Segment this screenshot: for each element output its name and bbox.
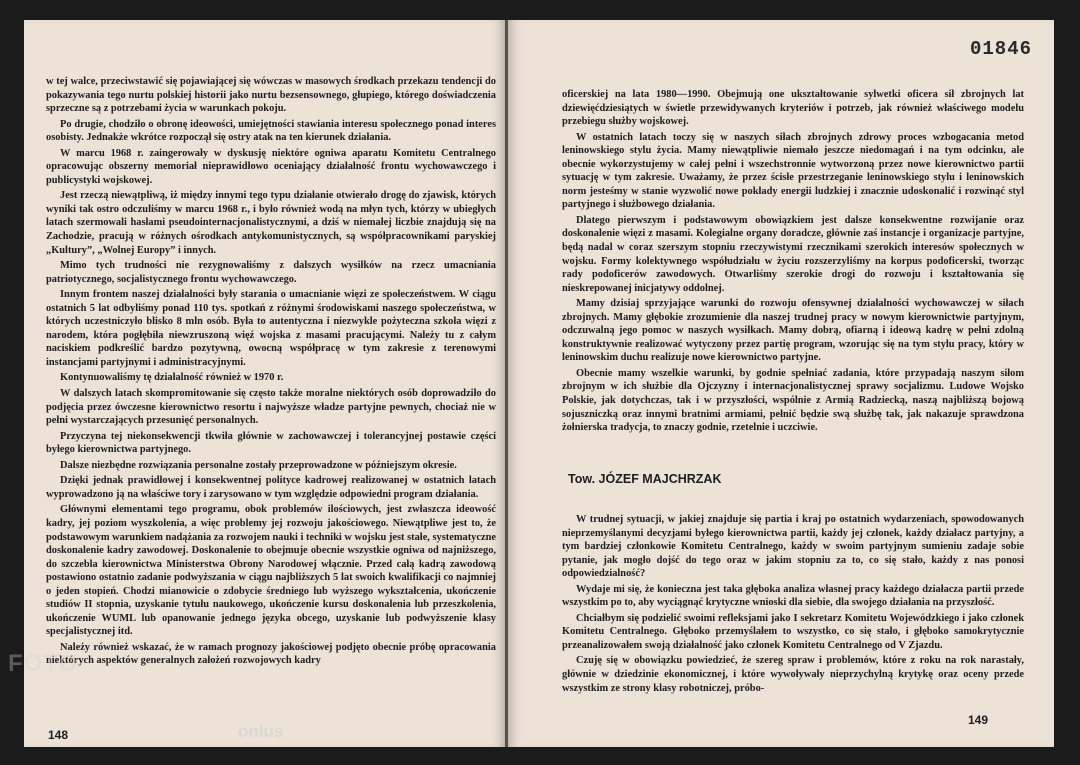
page-number-left: 148 <box>48 728 69 742</box>
paragraph: Czuję się w obowiązku powiedzieć, że szereg spraw i problemów, które z roku na rok narastały, głównie w dziedzinie ekonomicznej, i które wywoływały nieprzychylną krytykę oraz oceny przede wszystkim ze strony klasy robotniczej, próbo- <box>562 655 1024 694</box>
paragraph: Dzięki jednak prawidłowej i konsekwentnej polityce kadrowej realizowanej w ostatnich latach wyprowadzono ją na właściwe tory i zarysowano w tym względzie odpowiedni program działania. <box>46 475 496 500</box>
paragraph: w tej walce, przeciwstawić się pojawiającej się wówczas w masowych środkach przekazu tendencji do pokazywania tego nurtu polskiej historii jako nurtu bezsensownego, głupiego, którego doświadczenia sprzeczne są z potrzebami życia w warunkach pokoju. <box>46 76 496 115</box>
paragraph: Mamy dzisiaj sprzyjające warunki do rozwoju ofensywnej działalności wychowawczej w siłach zbrojnych. Mamy głębokie zrozumienie dla naszej trudnej pracy w nowym kierownictwie partyjnym, odczuwalną jego pomoc w naszych wysiłkach. Mamy dobrą, ofiarną i ideową kadrę w pełni zdolną konstruktywnie realizować wytyczony przez partię program, wzorując się na tym stylu pracy, który w leninowskim duchu realizuje nowe kierownictwo partyjne. <box>562 298 1024 364</box>
right-page-body-top <box>562 88 1024 437</box>
paragraph: Dalsze niezbędne rozwiązania personalne zostały przeprowadzone w późniejszym okresie. <box>60 459 457 471</box>
right-page <box>508 20 1054 747</box>
paragraph: W trudnej sytuacji, w jakiej znajduje się partia i kraj po ostatnich wydarzeniach, spowodowanych nieprzemyślanymi decyzjami byłego kierownictwa partii, każdy jej członek, każdy działacz partyjny, a tym bardziej członkowie Komitetu Centralnego, każdy w swoim partyjnym sumieniu zadaje sobie pytanie, jak mogło dojść do tego oraz w jakim stopniu za to, co się stało, każdy z nas ponosi odpowiedzialność? <box>562 514 1024 580</box>
archive-stamp-number: 01846 <box>969 38 1032 60</box>
paragraph: Należy również wskazać, że w ramach prognozy jakościowej podjęto obecnie próbę opracowania niektórych aspektów generalnych założeń rozwojowych kadry <box>46 641 496 667</box>
watermark-logo-text: FOTO <box>8 650 79 677</box>
watermark-subtext: onlus <box>238 722 284 741</box>
paragraph: W marcu 1968 r. zaingerowały w dyskusję niektóre ogniwa aparatu Komitetu Centralnego opracowując obszerny memoriał nieprawidłowo oceniający działalność frontu wychowawczego i publicystyki wojskowej. <box>46 147 496 186</box>
paragraph: Kontynuowaliśmy tę działalność również w 1970 r. <box>60 372 284 384</box>
paragraph: Obecnie mamy wszelkie warunki, by godnie spełniać zadania, które przypadają naszym siłom zbrojnym w ich służbie dla Ojczyzny i internacjonalistycznej sprawy socjalizmu. Ludowe Wojsko Polskie, jak dotychczas, tak i w przyszłości, wspólnie z Armią Radziecką, naszą najbliższą bojową sojuszniczką oraz innymi bratnimi armiami, pełnić będzie swą służbę tak, jak nakazuje sprawdzona żołnierska tradycja, to znaczy godnie, rzetelnie i uczciwie. <box>562 367 1024 434</box>
paragraph: Po drugie, chodziło o obronę ideowości, umiejętności stawiania interesu społecznego ponad interes osobisty. Jednakże wkrótce rozpoczął się ostry atak na ten kierunek działania. <box>46 118 496 144</box>
paragraph: Jest rzeczą niewątpliwą, iż między innymi tego typu działanie otwierało drogę do zjawisk, których wyniki tak ostro odczuliśmy w marcu 1968 r., i było również wodą na młyn tych, którzy w ubiegłych latach szermowali hasłami pseudointernacjonalistycznymi, a dziś w niemałej liczbie znajdują się na Zachodzie, pracują w różnych ośrodkach antykomunistycznych, są współpracownikami paryskiej „Kultury”, „Wolnej Europy” i innych. <box>46 190 496 256</box>
paragraph: Chciałbym się podzielić swoimi refleksjami jako I sekretarz Komitetu Wojewódzkiego i jako członek Komitetu Centralnego. Głęboko przemyślałem to wszystko, co się stało, i głęboko samokrytycznie przeanalizowałem swoją działalność jako członek Komitetu Centralnego od V Zjazdu. <box>562 612 1024 651</box>
paragraph: Wydaje mi się, że konieczna jest taka głęboka analiza własnej pracy każdego działacza partii przede wszystkim po to, aby wyciągnąć krytyczne wnioski dla siebie, dla swojego działania na przyszłość. <box>562 583 1024 609</box>
paragraph: Mimo tych trudności nie rezygnowaliśmy z dalszych wysiłków na rzecz umacniania patriotycznego, socjalistycznego frontu wychowawczego. <box>46 260 496 285</box>
paragraph: W ostatnich latach toczy się w naszych siłach zbrojnych zdrowy proces wzbogacania metod leninowskiego stylu życia. Mamy niewątpliwie niemało jeszcze niedomagań i na tym odcinku, ale obecnie wykorzystujemy w całej pełni i wszechstronnie wytworzoną przez nowe kierownictwo partii sytuację w tym zakresie. Uważamy, że przez ścisłe przestrzeganie leninowskiego stylu i leninowskich norm jesteśmy w stanie wyzwolić nowe pokłady energii ludzkiej i znacznie udoskonalić i rozwinąć styl partyjnego i służbowego działania. <box>562 131 1024 211</box>
paragraph: Głównymi elementami tego programu, obok problemów ilościowych, jest zwłaszcza ideowość kadry, jej poziom wyszkolenia, a więc problemy jej rozwoju jakościowego. Niewątpliwe jest to, że podstawowym warunkiem nadążania za rozwojem nauki i techniki w wojsku jest stałe, systematyczne doskonalenie kadry zawodowej. Doskonalenie to obejmuje obecnie wszystkie ogniwa od najniższego, do szczebla kierownictwa Ministerstwa Obrony Narodowej włącznie. Przed całą kadrą zawodową postawiono ostatnio zadanie podwyższania w ciągu najbliższych 5 lat swoich kwalifikacji co najmniej o jeden stopień. Chodzi mianowicie o zdobycie średniego lub wyższego wykształcenia, ukończenie studiów II stopnia, uzyskanie tytułu naukowego, ukończenie kursu doskonalenia lub przeszkolenia, ukończenie WUML lub opanowanie jednego języka obcego, uzyskanie lub podwyższenie klasy specjalistycznej itd. <box>46 504 496 638</box>
page-number-right: 149 <box>968 713 989 727</box>
paragraph: oficerskiej na lata 1980—1990. Obejmują one ukształtowanie sylwetki oficera sił zbrojnych lat dziewięćdziesiątych w świetle przewidywanych kryteriów i potrzeb, jak również właściwego modelu przebiegu służby wojskowej. <box>562 89 1024 128</box>
paragraph: W dalszych latach skompromitowanie się często także moralne niektórych osób doprowadziło do podjęcia przez ówczesne kierownictwo resortu i najwyższe władze partyjne pewnych, chociaż nie w pełni wystarczających przesunięć personalnych. <box>46 388 496 427</box>
paragraph: Przyczyna tej niekonsekwencji tkwiła głównie w zachowawczej i tolerancyjnej postawie części byłego kierownictwa partyjnego. <box>46 430 496 456</box>
paragraph: Innym frontem naszej działalności były starania o umacnianie więzi ze społeczeństwem. W ciągu ostatnich 5 lat odbyliśmy ponad 110 tys. spotkań z różnymi środowiskami naszego społeczeństwa, w których uczestniczyło blisko 8 mln osób. Była to autentyczna i niezwykle pożyteczna szkoła więzi z narodem, która pogłębiła niewzruszoną więź wojska z masami pracującymi. Należy tu z całym naciskiem podkreślić bardzo pozytywną, owocną współpracę w tym zakresie z terenowymi instancjami partyjnymi i administracyjnymi. <box>46 289 496 368</box>
right-page-body-bottom <box>562 513 1024 697</box>
speaker-heading: Tow. JÓZEF MAJCHRZAK <box>568 472 722 486</box>
left-page <box>24 20 506 747</box>
paragraph: Dlatego pierwszym i podstawowym obowiązkiem jest dalsze konsekwentne rozwijanie oraz doskonalenie więzi z masami. Kolegialne organy doradcze, głównie zaś instancje i organizacje partyjne, będą nadal w coraz szerszym stopniu rzeczywistymi rzecznikami szerokich interesów społecznych w wojsku. Formy kolektywnego współudziału w życiu rozszerzyliśmy na korpus podoficerski, tworząc rady podoficerów zawodowych. Otwarliśmy szerokie drogi do rozwoju i kształtowania się nieskrepowanej inicjatywy oddolnej. <box>562 214 1024 294</box>
left-page-body <box>46 75 496 670</box>
